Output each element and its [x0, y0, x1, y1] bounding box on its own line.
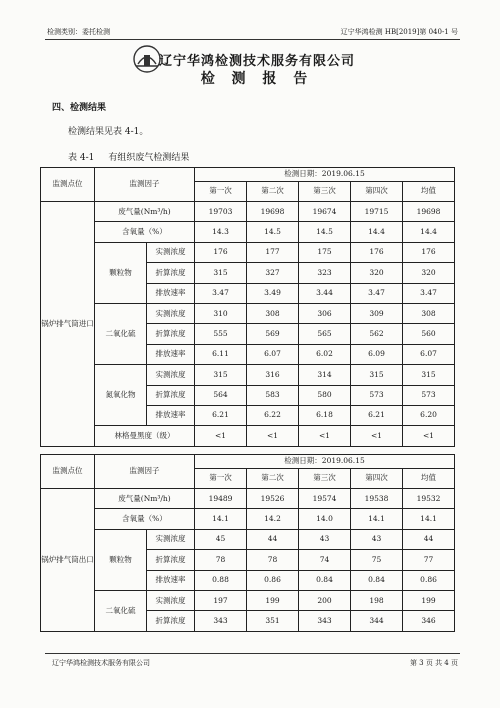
table-row [41, 365, 455, 385]
table-cell: 19532 [403, 489, 455, 509]
table-cell: 323 [299, 263, 351, 283]
header-time: 第四次 [351, 182, 403, 202]
table-cell: 310 [195, 303, 247, 323]
table-cell: 346 [403, 611, 455, 631]
table-cell: 6.18 [299, 405, 351, 425]
table-cell: 569 [247, 324, 299, 344]
table-cell: 45 [195, 529, 247, 549]
table-cell: 343 [195, 611, 247, 631]
table-cell: 0.84 [299, 570, 351, 590]
table-cell: 6.11 [195, 344, 247, 364]
table-cell: 43 [351, 529, 403, 549]
header-time: 第一次 [195, 469, 247, 489]
table-cell: 306 [299, 303, 351, 323]
table-row [41, 509, 455, 529]
table-cell: 320 [403, 263, 455, 283]
table-cell: 77 [403, 550, 455, 570]
table-cell: 14.5 [299, 222, 351, 242]
header-factor: 监测因子 [95, 455, 195, 489]
table-row [41, 202, 455, 222]
table-cell: 19574 [299, 489, 351, 509]
table-cell: 308 [403, 303, 455, 323]
row-label: 实测浓度 [147, 303, 195, 323]
table-title: 有组织废气检测结果 [108, 153, 190, 163]
table-cell: 176 [403, 242, 455, 262]
location-cell: 锅炉排气筒出口 [41, 489, 95, 632]
row-label: 实测浓度 [147, 242, 195, 262]
header-time: 第二次 [247, 469, 299, 489]
table-cell: 200 [299, 590, 351, 610]
table-cell: 564 [195, 385, 247, 405]
table-cell: 565 [299, 324, 351, 344]
table-cell: 0.84 [351, 570, 403, 590]
pollutant-name: 二氧化硫 [95, 303, 147, 364]
header-date: 检测日期：2019.06.15 [195, 168, 455, 182]
table-header-row [41, 168, 455, 182]
table-cell: <1 [195, 426, 247, 446]
table-cell: 14.5 [247, 222, 299, 242]
table-cell: 0.88 [195, 570, 247, 590]
table-cell: 197 [195, 590, 247, 610]
results-table-outlet [40, 454, 455, 632]
header-report-number: 辽宁华鸿检测 HB[2019]第 040-1 号 [340, 28, 458, 36]
table-cell: 573 [403, 385, 455, 405]
table-cell: 176 [351, 242, 403, 262]
table-cell: 3.44 [299, 283, 351, 303]
table-cell: 78 [195, 550, 247, 570]
header-time: 第四次 [351, 469, 403, 489]
header-location: 监测点位 [41, 168, 95, 202]
table-cell: 14.0 [299, 509, 351, 529]
row-label: 废气量(Nm³/h) [95, 202, 195, 222]
location-cell: 锅炉排气筒进口 [41, 202, 95, 447]
header-divider [45, 39, 460, 40]
table-row [41, 222, 455, 242]
table-cell: 560 [403, 324, 455, 344]
table-cell: 327 [247, 263, 299, 283]
table-cell: 0.86 [403, 570, 455, 590]
row-label: 折算浓度 [147, 324, 195, 344]
table-row [41, 489, 455, 509]
header-time: 均值 [403, 182, 455, 202]
table-cell: 6.09 [351, 344, 403, 364]
table-cell: 308 [247, 303, 299, 323]
table-cell: 175 [299, 242, 351, 262]
table-cell: 3.47 [195, 283, 247, 303]
table-cell: 14.2 [247, 509, 299, 529]
header-factor: 监测因子 [95, 168, 195, 202]
table-cell: 315 [351, 365, 403, 385]
table-cell: 19489 [195, 489, 247, 509]
table-cell: 14.1 [351, 509, 403, 529]
header-time: 第一次 [195, 182, 247, 202]
row-label: 折算浓度 [147, 385, 195, 405]
table-row [41, 303, 455, 323]
table-row [41, 590, 455, 610]
row-label: 实测浓度 [147, 590, 195, 610]
table-row [41, 529, 455, 549]
table-cell: 343 [299, 611, 351, 631]
table-cell: 320 [351, 263, 403, 283]
footer-page-number: 第 3 页 共 4 页 [409, 659, 458, 667]
row-label: 林格曼黑度（级） [95, 426, 195, 446]
table-cell: 19698 [247, 202, 299, 222]
table-number: 表 4-1 [68, 153, 95, 163]
table-cell: 351 [247, 611, 299, 631]
pollutant-name: 颗粒物 [95, 529, 147, 590]
pollutant-name: 二氧化硫 [95, 590, 147, 631]
company-name: 辽宁华鸿检测技术服务有限公司 [158, 54, 355, 69]
table-cell: 3.49 [247, 283, 299, 303]
table-cell: 14.4 [351, 222, 403, 242]
table-cell: 344 [351, 611, 403, 631]
table-cell: 199 [247, 590, 299, 610]
table-cell: 19526 [247, 489, 299, 509]
header-category: 检测类别：委托检测 [47, 28, 110, 36]
table-cell: 583 [247, 385, 299, 405]
table-cell: 43 [299, 529, 351, 549]
pollutant-name: 颗粒物 [95, 242, 147, 303]
table-cell: 0.86 [247, 570, 299, 590]
header-time: 第三次 [299, 469, 351, 489]
table-cell: 44 [403, 529, 455, 549]
row-label: 折算浓度 [147, 611, 195, 631]
row-label: 排放速率 [147, 405, 195, 425]
table-cell: 19538 [351, 489, 403, 509]
table-cell: 177 [247, 242, 299, 262]
row-label: 折算浓度 [147, 263, 195, 283]
table-cell: 199 [403, 590, 455, 610]
table-cell: 315 [195, 365, 247, 385]
header-location: 监测点位 [41, 455, 95, 489]
header-time: 均值 [403, 469, 455, 489]
table-cell: 14.1 [403, 509, 455, 529]
row-label: 实测浓度 [147, 529, 195, 549]
header-time: 第二次 [247, 182, 299, 202]
row-label: 含氧量（%） [95, 509, 195, 529]
table-cell: 6.21 [195, 405, 247, 425]
results-table-inlet [40, 167, 455, 447]
table-cell: 75 [351, 550, 403, 570]
table-cell: 3.47 [351, 283, 403, 303]
table-cell: 176 [195, 242, 247, 262]
table-cell: 309 [351, 303, 403, 323]
table-cell: <1 [403, 426, 455, 446]
header-date: 检测日期：2019.06.15 [195, 455, 455, 469]
footer-company: 辽宁华鸿检测技术服务有限公司 [52, 659, 150, 667]
row-label: 折算浓度 [147, 550, 195, 570]
table-cell: 6.21 [351, 405, 403, 425]
table-cell: 6.07 [403, 344, 455, 364]
table-cell: 6.22 [247, 405, 299, 425]
table-cell: 19698 [403, 202, 455, 222]
row-label: 排放速率 [147, 570, 195, 590]
table-cell: 314 [299, 365, 351, 385]
table-cell: 6.20 [403, 405, 455, 425]
table-cell: 6.07 [247, 344, 299, 364]
footer-divider [45, 653, 460, 654]
table-cell: 315 [403, 365, 455, 385]
table-header-row [41, 455, 455, 469]
table-cell: 562 [351, 324, 403, 344]
row-label: 排放速率 [147, 344, 195, 364]
row-label: 含氧量（%） [95, 222, 195, 242]
row-label: 实测浓度 [147, 365, 195, 385]
table-cell: 14.4 [403, 222, 455, 242]
table-cell: 555 [195, 324, 247, 344]
table-cell: 44 [247, 529, 299, 549]
table-cell: 6.02 [299, 344, 351, 364]
table-cell: 19703 [195, 202, 247, 222]
table-cell: 19674 [299, 202, 351, 222]
table-cell: 74 [299, 550, 351, 570]
table-cell: 14.1 [195, 509, 247, 529]
report-title: 检 测 报 告 [200, 71, 314, 87]
table-cell: 3.47 [403, 283, 455, 303]
table-cell: 315 [195, 263, 247, 283]
table-cell: <1 [247, 426, 299, 446]
intro-text: 检测结果见表 4-1。 [68, 127, 149, 137]
table-cell: 316 [247, 365, 299, 385]
red-seal-stamp-icon [486, 235, 500, 285]
row-label: 排放速率 [147, 283, 195, 303]
table-cell: 19715 [351, 202, 403, 222]
table-cell: 573 [351, 385, 403, 405]
table-caption [68, 150, 189, 163]
table-cell: <1 [351, 426, 403, 446]
table-cell: 580 [299, 385, 351, 405]
header-time: 第三次 [299, 182, 351, 202]
table-cell: 78 [247, 550, 299, 570]
section-title: 四、检测结果 [52, 103, 107, 113]
row-label: 废气量(Nm³/h) [95, 489, 195, 509]
table-cell: <1 [299, 426, 351, 446]
pollutant-name: 氮氧化物 [95, 365, 147, 426]
table-row [41, 242, 455, 262]
table-cell: 198 [351, 590, 403, 610]
table-row [41, 426, 455, 446]
table-cell: 14.3 [195, 222, 247, 242]
